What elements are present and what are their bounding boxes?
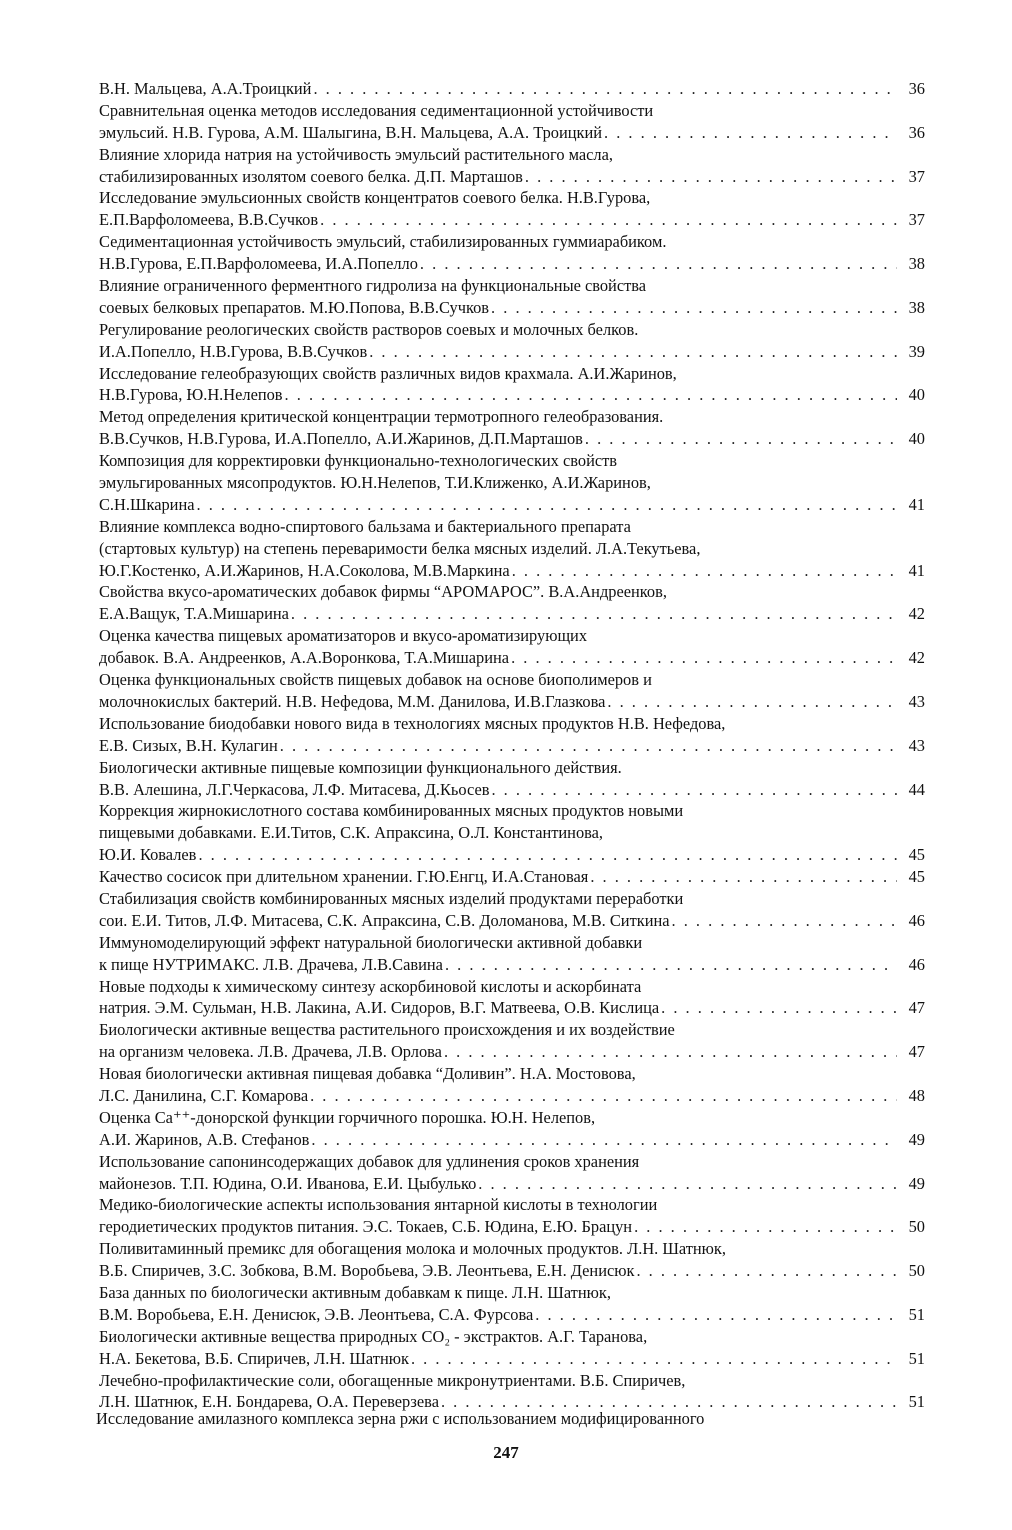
toc-entry-page: 46: [908, 954, 925, 974]
toc-entry-authors-line: [99, 428, 925, 450]
toc-entry-title-line: Биологически активные вещества природных CO₂ - экстрактов. А.Г. Таранова,: [99, 1326, 648, 1346]
dot-leader: [478, 1173, 897, 1195]
toc-entry-page: 51: [908, 1392, 925, 1412]
toc-entry-page: 42: [908, 648, 925, 668]
toc-entry-authors: молочнокислых бактерий. Н.В. Нефедова, М.М. Данилова, И.В.Глазкова: [99, 691, 606, 711]
dot-leader: [311, 1129, 897, 1151]
toc-entry-authors: Н.А. Бекетова, В.Б. Спиричев, Л.Н. Шатнюк: [99, 1348, 409, 1368]
toc-entry: [99, 144, 925, 188]
dot-leader: [607, 691, 897, 713]
toc-entry-authors: С.Н.Шкарина: [99, 494, 195, 514]
toc-entry-page: 38: [908, 254, 925, 274]
dot-leader: [420, 253, 897, 275]
toc-entry-authors: В.В.Сучков, Н.В.Гурова, И.А.Попелло, А.И.Жаринов, Д.П.Марташов: [99, 429, 583, 449]
toc-entry-authors-line: [99, 560, 925, 582]
toc-entry-authors: Л.Н. Шатнюк, Е.Н. Бондарева, О.А. Переверзева: [99, 1392, 439, 1412]
toc-entry-title-line: Лечебно-профилактические соли, обогащенные микронутриентами. В.Б. Спиричев,: [99, 1370, 686, 1390]
dot-leader: [197, 494, 897, 516]
toc-entry-title-line: Седиментационная устойчивость эмульсий, стабилизированных гуммиарабиком.: [99, 232, 667, 252]
toc-entry-title-line: База данных по биологически активным добавкам к пище. Л.Н. Шатнюк,: [99, 1282, 611, 1302]
toc-entry-authors-line: [99, 691, 925, 713]
dot-leader: [320, 209, 897, 231]
toc-entry-authors-line: [99, 1304, 925, 1326]
toc-entry-page: 41: [908, 560, 925, 580]
dot-leader: [585, 428, 897, 450]
toc-entry-title-line: Оценка Ca⁺⁺-донорской функции горчичного порошка. Ю.Н. Нелепов,: [99, 1107, 596, 1127]
toc-entry-authors-line: [99, 910, 925, 932]
dot-leader: [285, 384, 897, 406]
dot-leader: [511, 647, 897, 669]
toc-entry-page: 50: [908, 1217, 925, 1237]
toc-entry: [99, 932, 925, 976]
toc-entry-authors-line: [99, 997, 925, 1019]
dot-leader: [411, 1348, 897, 1370]
dot-leader: [491, 779, 897, 801]
toc-trailing-line: Исследование амилазного комплекса зерна ржи с использованием модифицированного: [96, 1409, 705, 1428]
toc-entry-authors: стабилизированных изолятом соевого белка. Д.П. Марташов: [99, 166, 523, 186]
toc-entry-page: 40: [908, 429, 925, 449]
table-of-contents: [99, 78, 925, 1413]
toc-entry-authors: И.А.Попелло, Н.В.Гурова, В.В.Сучков: [99, 341, 368, 361]
dot-leader: [590, 866, 897, 888]
toc-entry-title-line: Поливитаминный премикс для обогащения молока и молочных продуктов. Л.Н. Шатнюк,: [99, 1239, 726, 1259]
toc-entry-authors: соевых белковых препаратов. М.Ю.Попова, В.В.Сучков: [99, 297, 490, 317]
toc-entry-page: 45: [908, 867, 925, 887]
toc-entry-authors-line: [99, 209, 925, 231]
toc-entry-authors-line: [99, 1260, 925, 1282]
toc-entry-authors-line: [99, 1085, 925, 1107]
toc-entry-authors: В.В. Алешина, Л.Г.Черкасова, Л.Ф. Митасева, Д.Кьосев: [99, 779, 490, 799]
toc-entry-authors: Качество сосисок при длительном хранении. Г.Ю.Енгц, И.А.Становая: [99, 867, 589, 887]
toc-entry-page: 49: [908, 1173, 925, 1193]
toc-entry: [99, 275, 925, 319]
toc-entry-authors-line: [99, 844, 925, 866]
toc-entry-title-line: Новая биологически активная пищевая добавка “Доливин”. Н.А. Мостовова,: [99, 1064, 636, 1084]
dot-leader: [310, 1085, 897, 1107]
toc-entry-authors-line: [99, 735, 925, 757]
toc-entry-authors-line: [99, 78, 925, 100]
toc-entry-authors: Ю.Г.Костенко, А.И.Жаринов, Н.А.Соколова, М.В.Маркина: [99, 560, 510, 580]
toc-entry-authors-line: [99, 603, 925, 625]
toc-entry-authors-line: [99, 1216, 925, 1238]
toc-entry-title-line: Биологически активные пищевые композиции функционального действия.: [99, 757, 622, 777]
toc-entry: [99, 866, 925, 888]
toc-entry-authors-line: [99, 647, 925, 669]
dot-leader: [634, 1216, 897, 1238]
dot-leader: [280, 735, 897, 757]
toc-entry: [99, 1370, 925, 1414]
toc-entry-authors-line: [99, 494, 925, 516]
toc-entry: [99, 581, 925, 625]
toc-entry-authors: к пище НУТРИМАКС. Л.В. Драчева, Л.В.Савина: [99, 954, 443, 974]
dot-leader: [313, 78, 897, 100]
toc-entry-authors: Н.В.Гурова, Е.П.Варфоломеева, И.А.Попелло: [99, 254, 418, 274]
toc-entry: [99, 713, 925, 757]
toc-entry-title-line: Стабилизация свойств комбинированных мясных изделий продуктами переработки: [99, 888, 684, 908]
toc-entry: [99, 800, 925, 866]
dot-leader: [491, 297, 897, 319]
toc-entry: [99, 976, 925, 1020]
toc-entry: [99, 625, 925, 669]
dot-leader: [672, 910, 897, 932]
dot-leader: [369, 341, 897, 363]
toc-entry: [99, 1107, 925, 1151]
toc-entry: [99, 1063, 925, 1107]
toc-entry-title-line: Оценка качества пищевых ароматизаторов и вкусо-ароматизирующих: [99, 626, 588, 646]
toc-entry-authors-line: [99, 1041, 925, 1063]
dot-leader: [604, 122, 897, 144]
toc-entry-title-line: Использование сапонинсодержащих добавок для удлинения сроков хранения: [99, 1151, 640, 1171]
toc-entry-title-line: Влияние хлорида натрия на устойчивость эмульсий растительного масла,: [99, 144, 613, 164]
toc-entry-page: 45: [908, 845, 925, 865]
toc-entry-title-line: Оценка функциональных свойств пищевых добавок на основе биополимеров и: [99, 670, 652, 690]
toc-entry: [99, 1019, 925, 1063]
toc-entry-title-line: Композиция для корректировки функционально-технологических свойств: [99, 451, 618, 471]
toc-entry-title-line: Исследование эмульсионных свойств концентратов соевого белка. Н.В.Гурова,: [99, 188, 651, 208]
toc-entry-title-line: Иммуномоделирующий эффект натуральной биологически активной добавки: [99, 932, 643, 952]
dot-leader: [661, 997, 897, 1019]
toc-entry-page: 48: [908, 1085, 925, 1105]
toc-entry-page: 47: [908, 998, 925, 1018]
toc-entry-title-line: Использование биодобавки нового вида в технологиях мясных продуктов Н.В. Нефедова,: [99, 713, 726, 733]
toc-entry: [99, 669, 925, 713]
toc-entry-page: 47: [908, 1042, 925, 1062]
toc-entry-authors: А.И. Жаринов, А.В. Стефанов: [99, 1129, 310, 1149]
toc-entry-authors: майонезов. Т.П. Юдина, О.И. Иванова, Е.И. Цыбулько: [99, 1173, 477, 1193]
toc-entry-page: 42: [908, 604, 925, 624]
toc-entry-title-line: Новые подходы к химическому синтезу аскорбиновой кислоты и аскорбината: [99, 976, 642, 996]
toc-entry-authors: Е.А.Ващук, Т.А.Мишарина: [99, 604, 289, 624]
toc-entry-page: 43: [908, 735, 925, 755]
toc-entry: [99, 319, 925, 363]
toc-entry-title-line: (стартовых культур) на степень переваримости белка мясных изделий. Л.А.Текутьева,: [99, 538, 701, 558]
toc-entry-title-line: Медико-биологические аспекты использования янтарной кислоты в технологии: [99, 1195, 658, 1215]
toc-entry: [99, 406, 925, 450]
toc-entry-authors: сои. Е.И. Титов, Л.Ф. Митасева, С.К. Апраксина, С.В. Доломанова, М.В. Ситкина: [99, 910, 670, 930]
toc-entry-title-line: Сравнительная оценка методов исследования седиментационной устойчивости: [99, 100, 654, 120]
toc-entry-page: 36: [908, 122, 925, 142]
toc-entry-title-line: Биологически активные вещества растительного происхождения и их воздействие: [99, 1020, 675, 1040]
toc-entry-authors-line: [99, 1129, 925, 1151]
toc-entry-authors-line: [99, 1348, 925, 1370]
toc-entry-page: 50: [908, 1261, 925, 1281]
toc-entry: [99, 516, 925, 582]
toc-entry-authors: добавок. В.А. Андреенков, А.А.Воронкова, Т.А.Мишарина: [99, 648, 510, 668]
toc-entry-authors: Л.С. Данилина, С.Г. Комарова: [99, 1085, 309, 1105]
toc-entry-authors-line: [99, 779, 925, 801]
toc-entry-authors: геродиетических продуктов питания. Э.С. Токаев, С.Б. Юдина, Е.Ю. Брацун: [99, 1217, 633, 1237]
dot-leader: [512, 560, 897, 582]
toc-entry: [99, 888, 925, 932]
toc-entry-authors-line: [99, 166, 925, 188]
toc-entry: [99, 1151, 925, 1195]
dot-leader: [291, 603, 897, 625]
toc-entry-page: 43: [908, 691, 925, 711]
toc-entry: [99, 363, 925, 407]
toc-entry-authors-line: [99, 341, 925, 363]
toc-entry-authors: В.Б. Спиричев, З.С. Зобкова, В.М. Воробьева, Э.В. Леонтьева, Е.Н. Денисюк: [99, 1261, 635, 1281]
toc-entry-title-line: Влияние ограниченного ферментного гидролиза на функциональные свойства: [99, 276, 647, 296]
toc-entry-authors: Н.В.Гурова, Ю.Н.Нелепов: [99, 385, 283, 405]
toc-entry-authors-line: [99, 122, 925, 144]
page-number: 247: [493, 1443, 519, 1462]
toc-entry: [99, 1282, 925, 1326]
toc-entry-title-line: Влияние комплекса водно-спиртового бальзама и бактериального препарата: [99, 516, 631, 536]
toc-entry-authors: Е.В. Сизых, В.Н. Кулагин: [99, 735, 278, 755]
toc-entry-title-line: Исследование гелеобразующих свойств различных видов крахмала. А.И.Жаринов,: [99, 363, 677, 383]
dot-leader: [444, 1041, 897, 1063]
toc-entry-authors-line: [99, 1173, 925, 1195]
toc-entry-authors: на организм человека. Л.В. Драчева, Л.В. Орлова: [99, 1042, 442, 1062]
toc-entry-page: 40: [908, 385, 925, 405]
toc-entry: [99, 100, 925, 144]
toc-entry-page: 41: [908, 494, 925, 514]
toc-entry-authors-line: [99, 384, 925, 406]
toc-entry-page: 39: [908, 341, 925, 361]
dot-leader: [445, 954, 897, 976]
toc-entry-authors-line: [99, 866, 925, 888]
toc-entry-authors: В.М. Воробьева, Е.Н. Денисюк, Э.В. Леонтьева, С.А. Фурсова: [99, 1304, 534, 1324]
toc-entry: [99, 187, 925, 231]
dot-leader: [535, 1304, 897, 1326]
toc-entry-title-line: Коррекция жирнокислотного состава комбинированных мясных продуктов новыми: [99, 801, 684, 821]
toc-entry-page: 49: [908, 1129, 925, 1149]
toc-entry-page: 36: [908, 79, 925, 98]
toc-entry-title-line: эмульгированных мясопродуктов. Ю.Н.Нелепов, Т.И.Клиженко, А.И.Жаринов,: [99, 473, 651, 493]
dot-leader: [198, 844, 897, 866]
toc-entry-page: 38: [908, 297, 925, 317]
toc-entry: [99, 78, 925, 100]
toc-entry: [99, 1238, 925, 1282]
toc-entry: [99, 1194, 925, 1238]
toc-entry-title-line: Метод определения критической концентрации термотропного гелеобразования.: [99, 407, 664, 427]
toc-entry: [99, 450, 925, 516]
toc-entry-page: 37: [908, 166, 925, 186]
toc-entry: [99, 1326, 925, 1370]
toc-entry-authors-line: [99, 954, 925, 976]
dot-leader: [525, 166, 897, 188]
toc-entry-title-line: пищевыми добавками. Е.И.Титов, С.К. Апраксина, О.Л. Константинова,: [99, 823, 604, 843]
toc-entry-page: 44: [908, 779, 925, 799]
toc-entry-page: 51: [908, 1304, 925, 1324]
toc-entry-authors-line: [99, 253, 925, 275]
toc-entry-authors: натрия. Э.М. Сульман, Н.В. Лакина, А.И. Сидоров, В.Г. Матвеева, О.В. Кислица: [99, 998, 660, 1018]
toc-entry-page: 46: [908, 910, 925, 930]
toc-entry-page: 51: [908, 1348, 925, 1368]
toc-entry-title-line: Регулирование реологических свойств растворов соевых и молочных белков.: [99, 319, 639, 339]
toc-entry-authors: эмульсий. Н.В. Гурова, А.М. Шалыгина, В.Н. Мальцева, А.А. Троицкий: [99, 122, 603, 142]
toc-entry-page: 37: [908, 210, 925, 230]
toc-entry-authors: Е.П.Варфоломеева, В.В.Сучков: [99, 210, 319, 230]
toc-entry-authors: В.Н. Мальцева, А.А.Троицкий: [99, 79, 312, 98]
toc-entry-title-line: Свойства вкусо-ароматических добавок фирмы “АРОМАРОС”. В.А.Андреенков,: [99, 582, 667, 602]
toc-entry-authors: Ю.И. Ковалев: [99, 845, 197, 865]
toc-entry-authors-line: [99, 297, 925, 319]
toc-entry: [99, 231, 925, 275]
dot-leader: [636, 1260, 897, 1282]
toc-entry: [99, 757, 925, 801]
